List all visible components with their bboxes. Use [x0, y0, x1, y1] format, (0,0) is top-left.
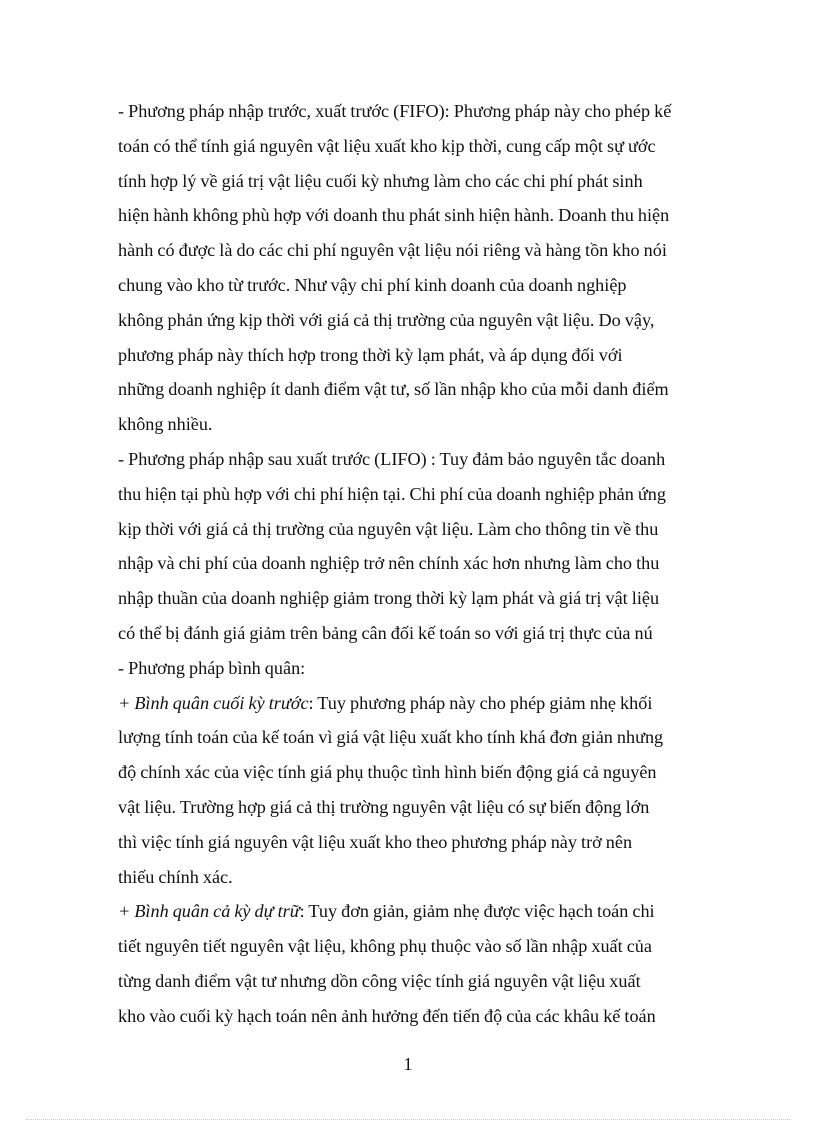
average-reserve-period-line [118, 894, 706, 929]
page-number: 1 [403, 1054, 413, 1074]
text-line: chung vào kho từ trước. Như vậy chi phí kinh doanh của doanh nghiệp [118, 274, 627, 295]
text-line: có thể bị đánh giá giảm trên bảng cân đối kế toán so với giá trị thực của nú [118, 622, 653, 643]
text-line: - Phương pháp nhập trước, xuất trước (FIFO): Phương pháp này cho phép kế [118, 101, 672, 121]
page-bottom-divider [26, 1119, 790, 1120]
text-line: kho vào cuối kỳ hạch toán nên ảnh hưởng đến tiến độ của các khâu kế toán [118, 1005, 656, 1026]
text-line: nhập thuần của doanh nghiệp giảm trong thời kỳ lạm phát và giá trị vật liệu [118, 588, 660, 609]
text-line: - Phương pháp bình quân: [118, 657, 306, 678]
text-line: những doanh nghiệp ít danh điểm vật tư, số lần nhập kho của mỗi danh điểm [118, 379, 669, 400]
text-line: vật liệu. Trường hợp giá cả thị trường nguyên vật liệu có sự biến động lớn [118, 796, 650, 817]
text-line: toán có thể tính giá nguyên vật liệu xuất kho kịp thời, cung cấp một sự ước [118, 135, 656, 156]
text-line: hiện hành không phù hợp với doanh thu phát sinh hiện hành. Doanh thu hiện [118, 205, 670, 226]
average-reserve-period-label: + Bình quân cả kỳ dự trữ [118, 901, 300, 922]
text-line: - Phương pháp nhập sau xuất trước (LIFO) : Tuy đảm bảo nguyên tắc doanh [118, 448, 666, 469]
text-line: không phản ứng kịp thời với giá cả thị trường của nguyên vật liệu. Do vậy, [118, 309, 655, 330]
text-line: không nhiều. [118, 414, 213, 435]
average-end-of-period-label: + Bình quân cuối kỳ trước [118, 692, 309, 713]
text-line: lượng tính toán của kế toán vì giá vật liệu xuất kho tính khá đơn giản nhưng [118, 727, 664, 748]
average-reserve-period-text: : Tuy đơn giản, giảm nhẹ được việc hạch toán chi [299, 901, 655, 922]
text-line: thiếu chính xác. [118, 866, 233, 887]
body-text [118, 94, 706, 1034]
text-line: phương pháp này thích hợp trong thời kỳ lạm phát, và áp dụng đối với [118, 344, 623, 365]
text-line: tính hợp lý về giá trị vật liệu cuối kỳ nhưng làm cho các chi phí phát sinh [118, 170, 643, 191]
text-line: từng danh điểm vật tư nhưng dồn công việc tính giá nguyên vật liệu xuất [118, 970, 641, 991]
text-line: thu hiện tại phù hợp với chi phí hiện tại. Chi phí của doanh nghiệp phản ứng [118, 483, 666, 504]
text-line: hành có được là do các chi phí nguyên vật liệu nói riêng và hàng tồn kho nói [118, 240, 667, 261]
average-end-of-period-line [118, 686, 706, 721]
text-line: độ chính xác của việc tính giá phụ thuộc tình hình biến động giá cả nguyên [118, 762, 657, 783]
text-line: tiết nguyên tiết nguyên vật liệu, không phụ thuộc vào số lần nhập xuất của [118, 936, 652, 957]
text-line: kịp thời với giá cả thị trường của nguyên vật liệu. Làm cho thông tin về thu [118, 518, 659, 539]
text-line: nhập và chi phí của doanh nghiệp trở nên chính xác hơn nhưng làm cho thu [118, 553, 660, 574]
text-line: thì việc tính giá nguyên vật liệu xuất kho theo phương pháp này trở nên [118, 831, 633, 852]
average-end-of-period-text: : Tuy phương pháp này cho phép giảm nhẹ khối [308, 692, 653, 713]
